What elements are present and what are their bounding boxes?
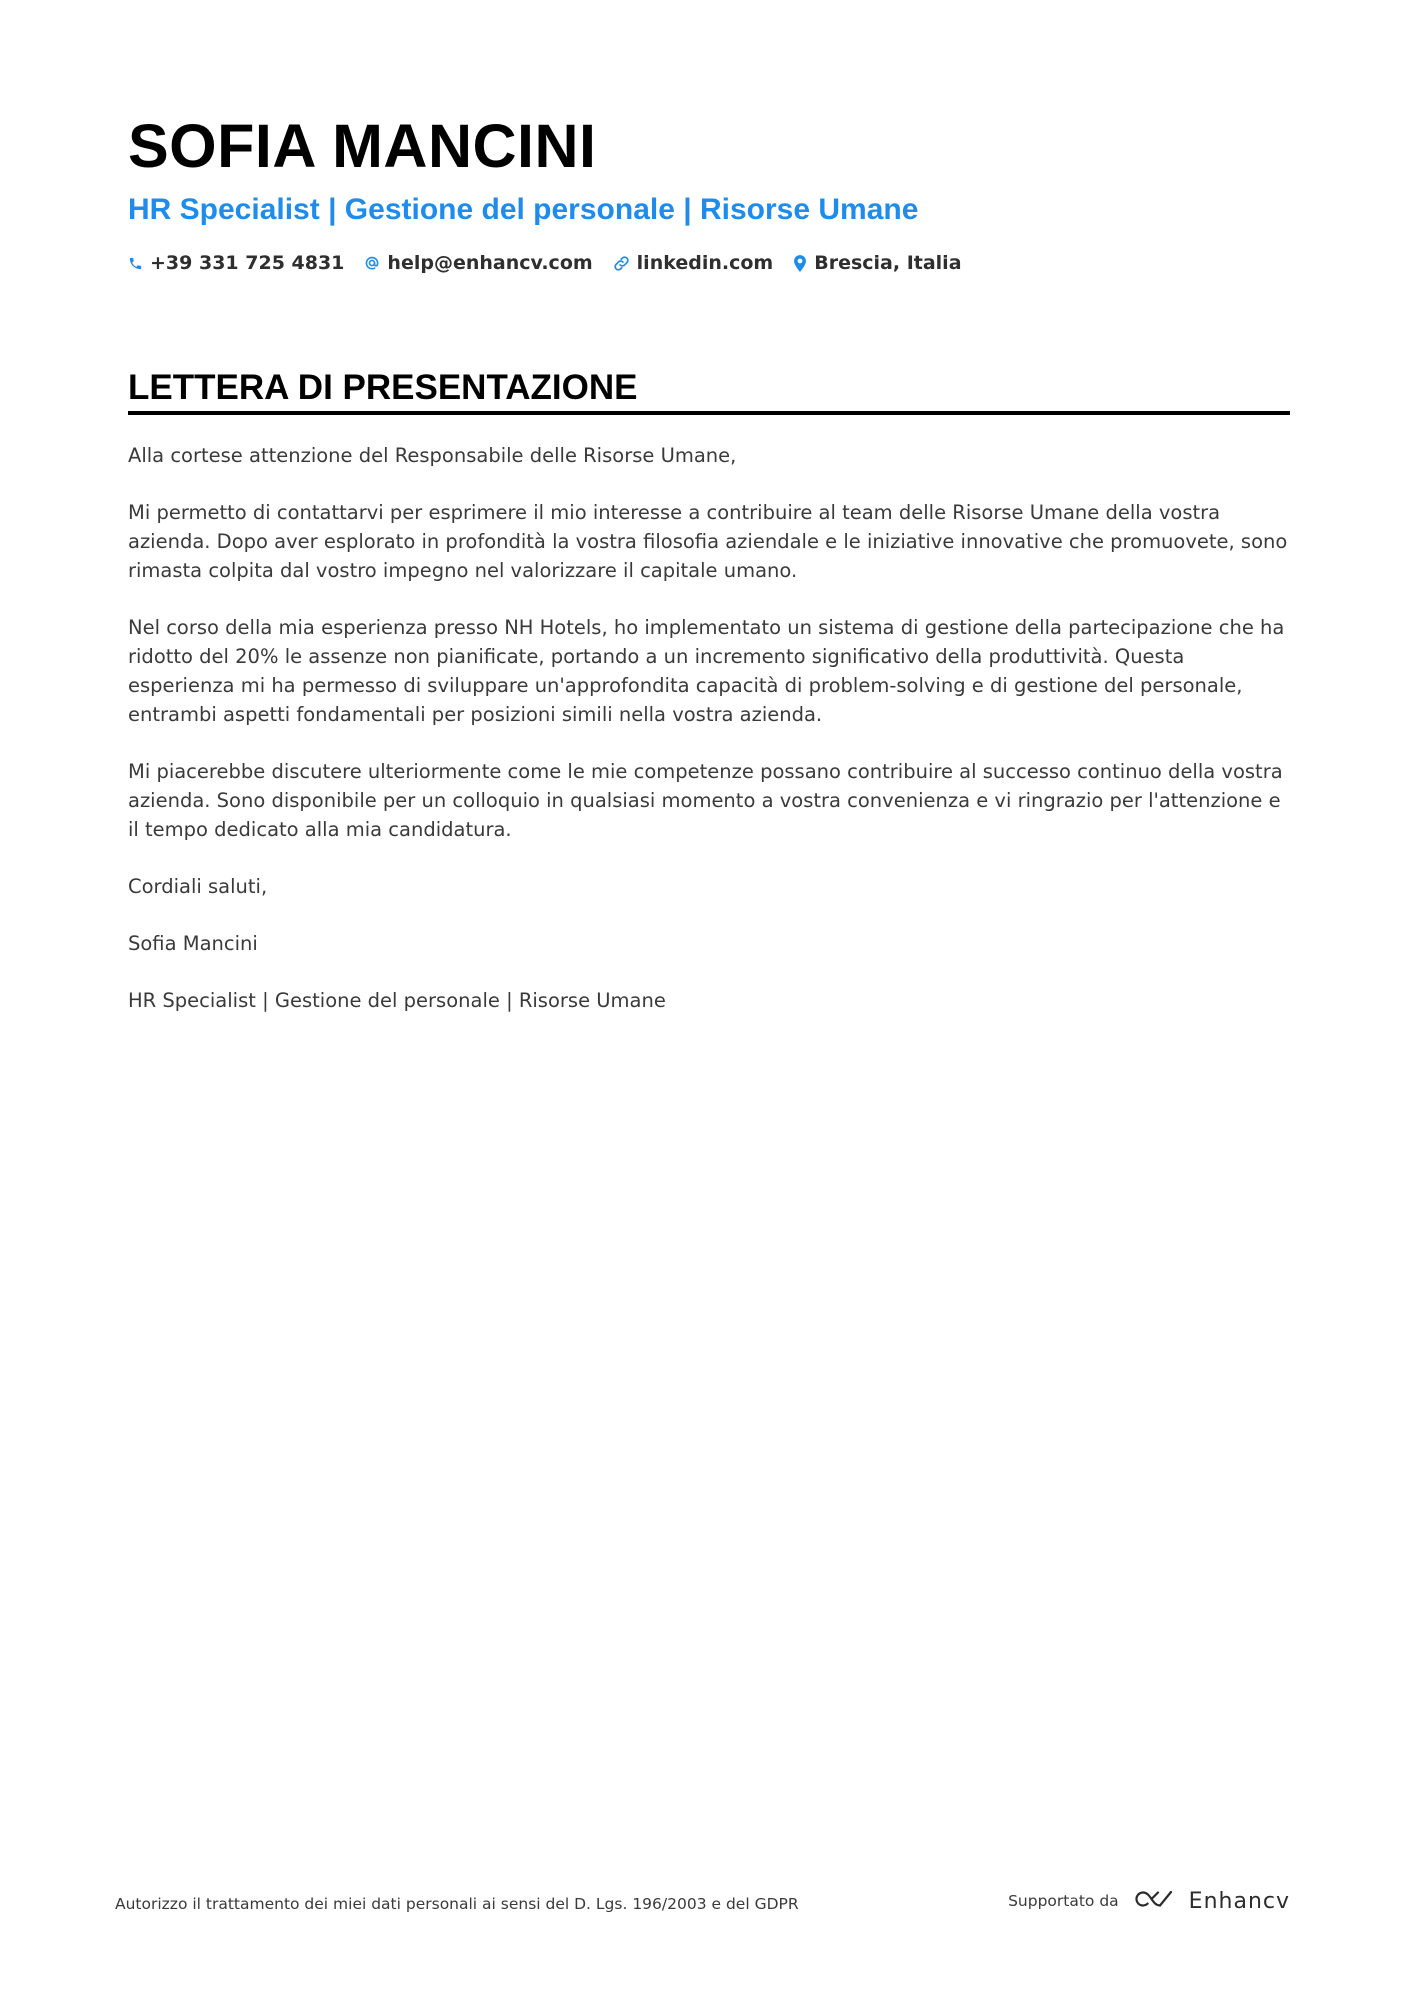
letter-paragraph: Mi permetto di contattarvi per esprimere il mio interesse a contribuire al team delle Risorse Umane della vostra azienda. Dopo aver esplorato in profondità la vostra filosofia aziendale e le iniziative innovative che promuovete, sono rimasta colpita dal vostro impegno nel valorizzare il capitale umano. <box>128 501 1288 582</box>
contact-email[interactable] <box>364 252 592 274</box>
map-pin-icon <box>793 255 807 272</box>
enhancv-logo-icon <box>1131 1887 1177 1915</box>
letter-body <box>128 441 1290 1043</box>
location-text: Brescia, Italia <box>814 252 962 274</box>
at-icon <box>364 255 380 271</box>
contact-bar <box>128 252 962 274</box>
candidate-headline: HR Specialist | Gestione del personale | Risorse Umane <box>128 193 919 226</box>
contact-location <box>793 252 961 274</box>
signature-title: HR Specialist | Gestione del personale | Risorse Umane <box>128 989 666 1012</box>
link-icon <box>613 255 630 272</box>
linkedin-text: linkedin.com <box>636 252 774 274</box>
letter-closing: Cordiali saluti, <box>128 875 268 898</box>
brand-name: Enhancv <box>1188 1888 1290 1914</box>
section-divider <box>128 411 1290 415</box>
letter-greeting: Alla cortese attenzione del Responsabile delle Risorse Umane, <box>128 444 737 467</box>
section-title: LETTERA DI PRESENTAZIONE <box>128 368 638 407</box>
letter-paragraph: Mi piacerebbe discutere ulteriormente come le mie competenze possano contribuire al successo continuo della vostra azienda. Sono disponibile per un colloquio in qualsiasi momento a vostra convenienza e vi ringrazio per l'attenzione e il tempo dedicato alla mia candidatura. <box>128 760 1283 841</box>
powered-by-label: Supportato da <box>1008 1892 1119 1910</box>
privacy-note: Autorizzo il trattamento dei miei dati personali ai sensi del D. Lgs. 196/2003 e del GDPR <box>115 1895 799 1913</box>
email-text: help@enhancv.com <box>387 252 593 274</box>
signature-name: Sofia Mancini <box>128 932 258 955</box>
contact-linkedin[interactable] <box>613 252 774 274</box>
phone-text: +39 331 725 4831 <box>150 252 345 274</box>
powered-by[interactable] <box>1008 1887 1290 1915</box>
candidate-name: SOFIA MANCINI <box>128 112 597 180</box>
contact-phone[interactable] <box>128 252 344 274</box>
letter-paragraph: Nel corso della mia esperienza presso NH Hotels, ho implementato un sistema di gestione della partecipazione che ha ridotto del 20% le assenze non pianificate, portando a un incremento significativo della produttività. Questa esperienza mi ha permesso di sviluppare un'approfondita capacità di problem-solving e di gestione del personale, entrambi aspetti fondamentali per posizioni simili nella vostra azienda. <box>128 616 1285 726</box>
phone-icon <box>128 256 143 271</box>
